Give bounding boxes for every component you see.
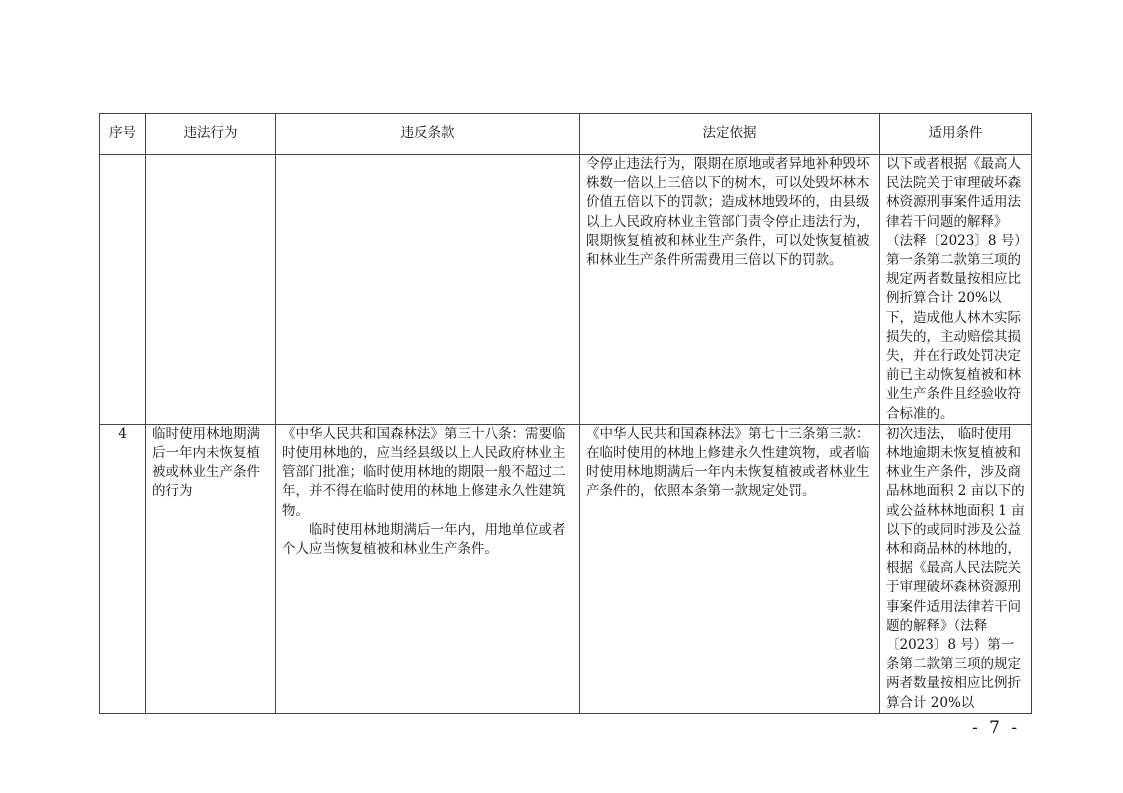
- header-seq: 序号: [100, 114, 146, 155]
- header-conditions: 适用条件: [880, 114, 1032, 155]
- regulation-table: [99, 113, 1032, 714]
- cell-conditions: 以下或者根据《最高人民法院关于审理破坏森林资源刑事案件适用法律若干问题的解释》（法释〔2023〕8 号）第一条第二款第三项的规定两者数量按相应比例折算合计 20%以下，造成他人林木实际损失的，主动赔偿其损失，并在行政处罚决定前已主动恢复植被和林业生产条件且经验收符合标准的。: [880, 155, 1032, 425]
- table-row: [100, 155, 1032, 425]
- table-header-row: [100, 114, 1032, 155]
- page-number: - 7 -: [972, 718, 1021, 738]
- header-violated-clause: 违反条款: [276, 114, 580, 155]
- cell-seq: [100, 155, 146, 425]
- cell-violation: 临时使用林地期满后一年内未恢复植被或林业生产条件的行为: [146, 424, 276, 713]
- cell-seq: 4: [100, 424, 146, 713]
- cell-clause: [276, 424, 580, 713]
- header-legal-basis: 法定依据: [580, 114, 880, 155]
- clause-paragraph: 临时使用林地期满后一年内，用地单位或者个人应当恢复植被和林业生产条件。: [282, 521, 566, 558]
- table-row: [100, 424, 1032, 713]
- cell-clause: [276, 155, 580, 425]
- cell-basis: 令停止违法行为，限期在原地或者异地补种毁坏株数一倍以上三倍以下的树木，可以处毁坏林木价值五倍以下的罚款；造成林地毁坏的，由县级以上人民政府林业主管部门责令停止违法行为，限期恢复植被和林业生产条件，可以处恢复植被和林业生产条件所需费用三倍以下的罚款。: [580, 155, 880, 425]
- header-violation: 违法行为: [146, 114, 276, 155]
- clause-paragraph: 《中华人民共和国森林法》第三十八条：需要临时使用林地的，应当经县级以上人民政府林业主管部门批准；临时使用林地的期限一般不超过二年，并不得在临时使用的林地上修建永久性建筑物。: [282, 425, 566, 519]
- cell-conditions: 初次违法， 临时使用林地逾期未恢复植被和林业生产条件，涉及商品林地面积 2 亩以下的或公益林林地面积 1 亩以下的或同时涉及公益林和商品林的林地的，根据《最高人民法院关于审理破坏森林资源刑事案件适用法律若干问题的解释》（法释〔2023〕8 号）第一条第二款第三项的规定两者数量按相应比例折算合计 20%以: [880, 424, 1032, 713]
- cell-violation: [146, 155, 276, 425]
- cell-basis: 《中华人民共和国森林法》第七十三条第三款：在临时使用的林地上修建永久性建筑物，或者临时使用林地期满后一年内未恢复植被或者林业生产条件的，依照本条第一款规定处罚。: [580, 424, 880, 713]
